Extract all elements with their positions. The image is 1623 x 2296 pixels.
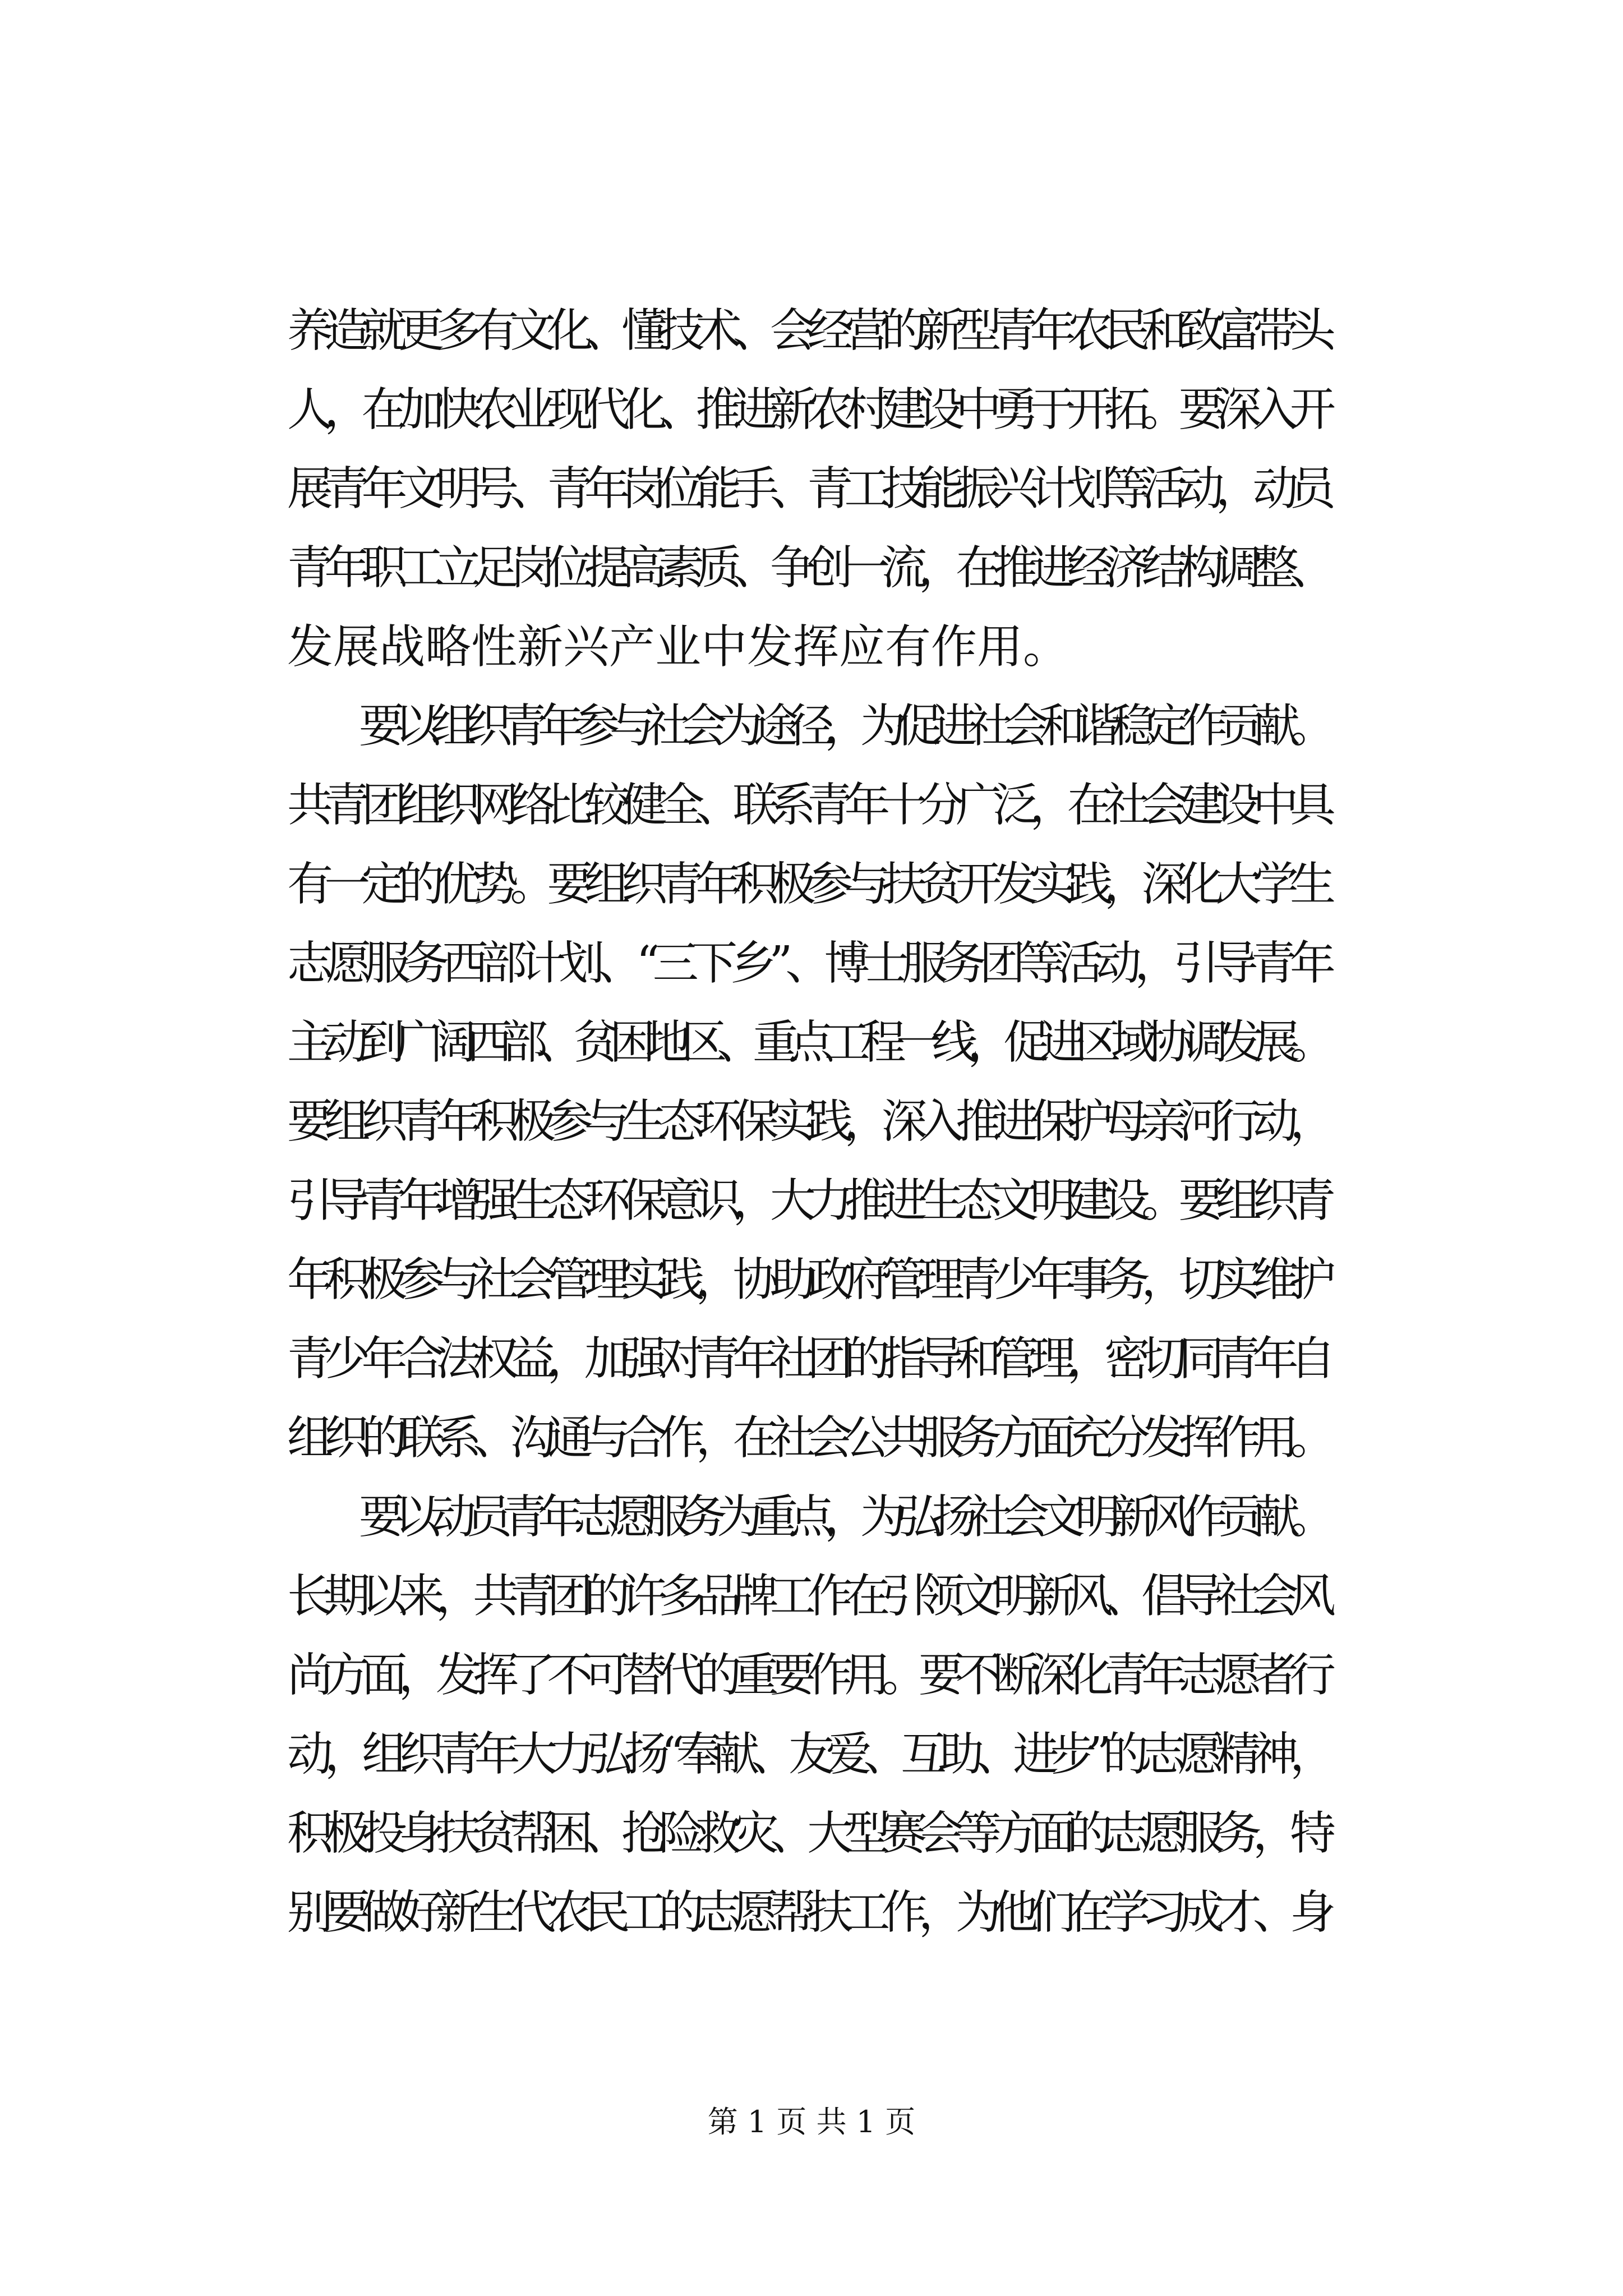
text-line: 养造就更多有文化、懂技术、会经营的新型青年农民和致富带头	[287, 304, 1327, 357]
text-line: 年积极参与社会管理实践，协助政府管理青少年事务，切实维护	[287, 1253, 1327, 1306]
text-line: 引导青年增强生态环保意识，大力推进生态文明建设。要组织青	[287, 1174, 1327, 1227]
text-line: 主动到广阔西部、贫困地区、重点工程一线，促进区域协调发展。	[287, 1016, 1326, 1069]
text-line: 要以动员青年志愿服务为重点，为弘扬社会文明新风作贡献。	[287, 1490, 1326, 1544]
text-line: 发展战略性新兴产业中发挥应有作用。	[287, 620, 1069, 674]
text-line: 有一定的优势。要组织青年积极参与扶贫开发实践，深化大学生	[287, 858, 1327, 911]
page-footer: 第 1 页 共 1 页	[707, 2104, 916, 2139]
text-line: 动，组织青年大力弘扬“奉献、友爱、互助、进步”的志愿精神，	[287, 1728, 1327, 1781]
text-line: 积极投身扶贫帮困、抢险救灾、大型赛会等方面的志愿服务，特	[287, 1807, 1327, 1860]
text-line: 青年职工立足岗位提高素质、争创一流，在推进经济结构调整、	[287, 541, 1327, 595]
text-line: 长期以来，共青团的许多品牌工作在引领文明新风、倡导社会风	[287, 1570, 1327, 1623]
text-line: 组织的联系、沟通与合作，在社会公共服务方面充分发挥作用。	[287, 1411, 1327, 1465]
text-line: 尚方面，发挥了不可替代的重要作用。要不断深化青年志愿者行	[287, 1649, 1327, 1702]
text-line: 共青团组织网络比较健全、联系青年十分广泛，在社会建设中具	[287, 779, 1327, 832]
text-line: 展青年文明号、青年岗位能手、青工技能振兴计划等活动，动员	[287, 462, 1327, 516]
text-line: 要组织青年积极参与生态环保实践，深入推进保护母亲河行动，	[287, 1095, 1327, 1148]
text-line: 人，在加快农业现代化、推进新农村建设中勇于开拓。要深入开	[287, 383, 1327, 436]
text-line: 别要做好新生代农民工的志愿帮扶工作，为他们在学习成才、身	[287, 1886, 1327, 1939]
text-line: 志愿服务西部计划、“三下乡”、博士服务团等活动，引导青年	[287, 937, 1329, 990]
text-line: 青少年合法权益，加强对青年社团的指导和管理，密切同青年自	[287, 1332, 1327, 1386]
text-line: 要以组织青年参与社会为途径，为促进社会和谐稳定作贡献。	[287, 700, 1326, 753]
